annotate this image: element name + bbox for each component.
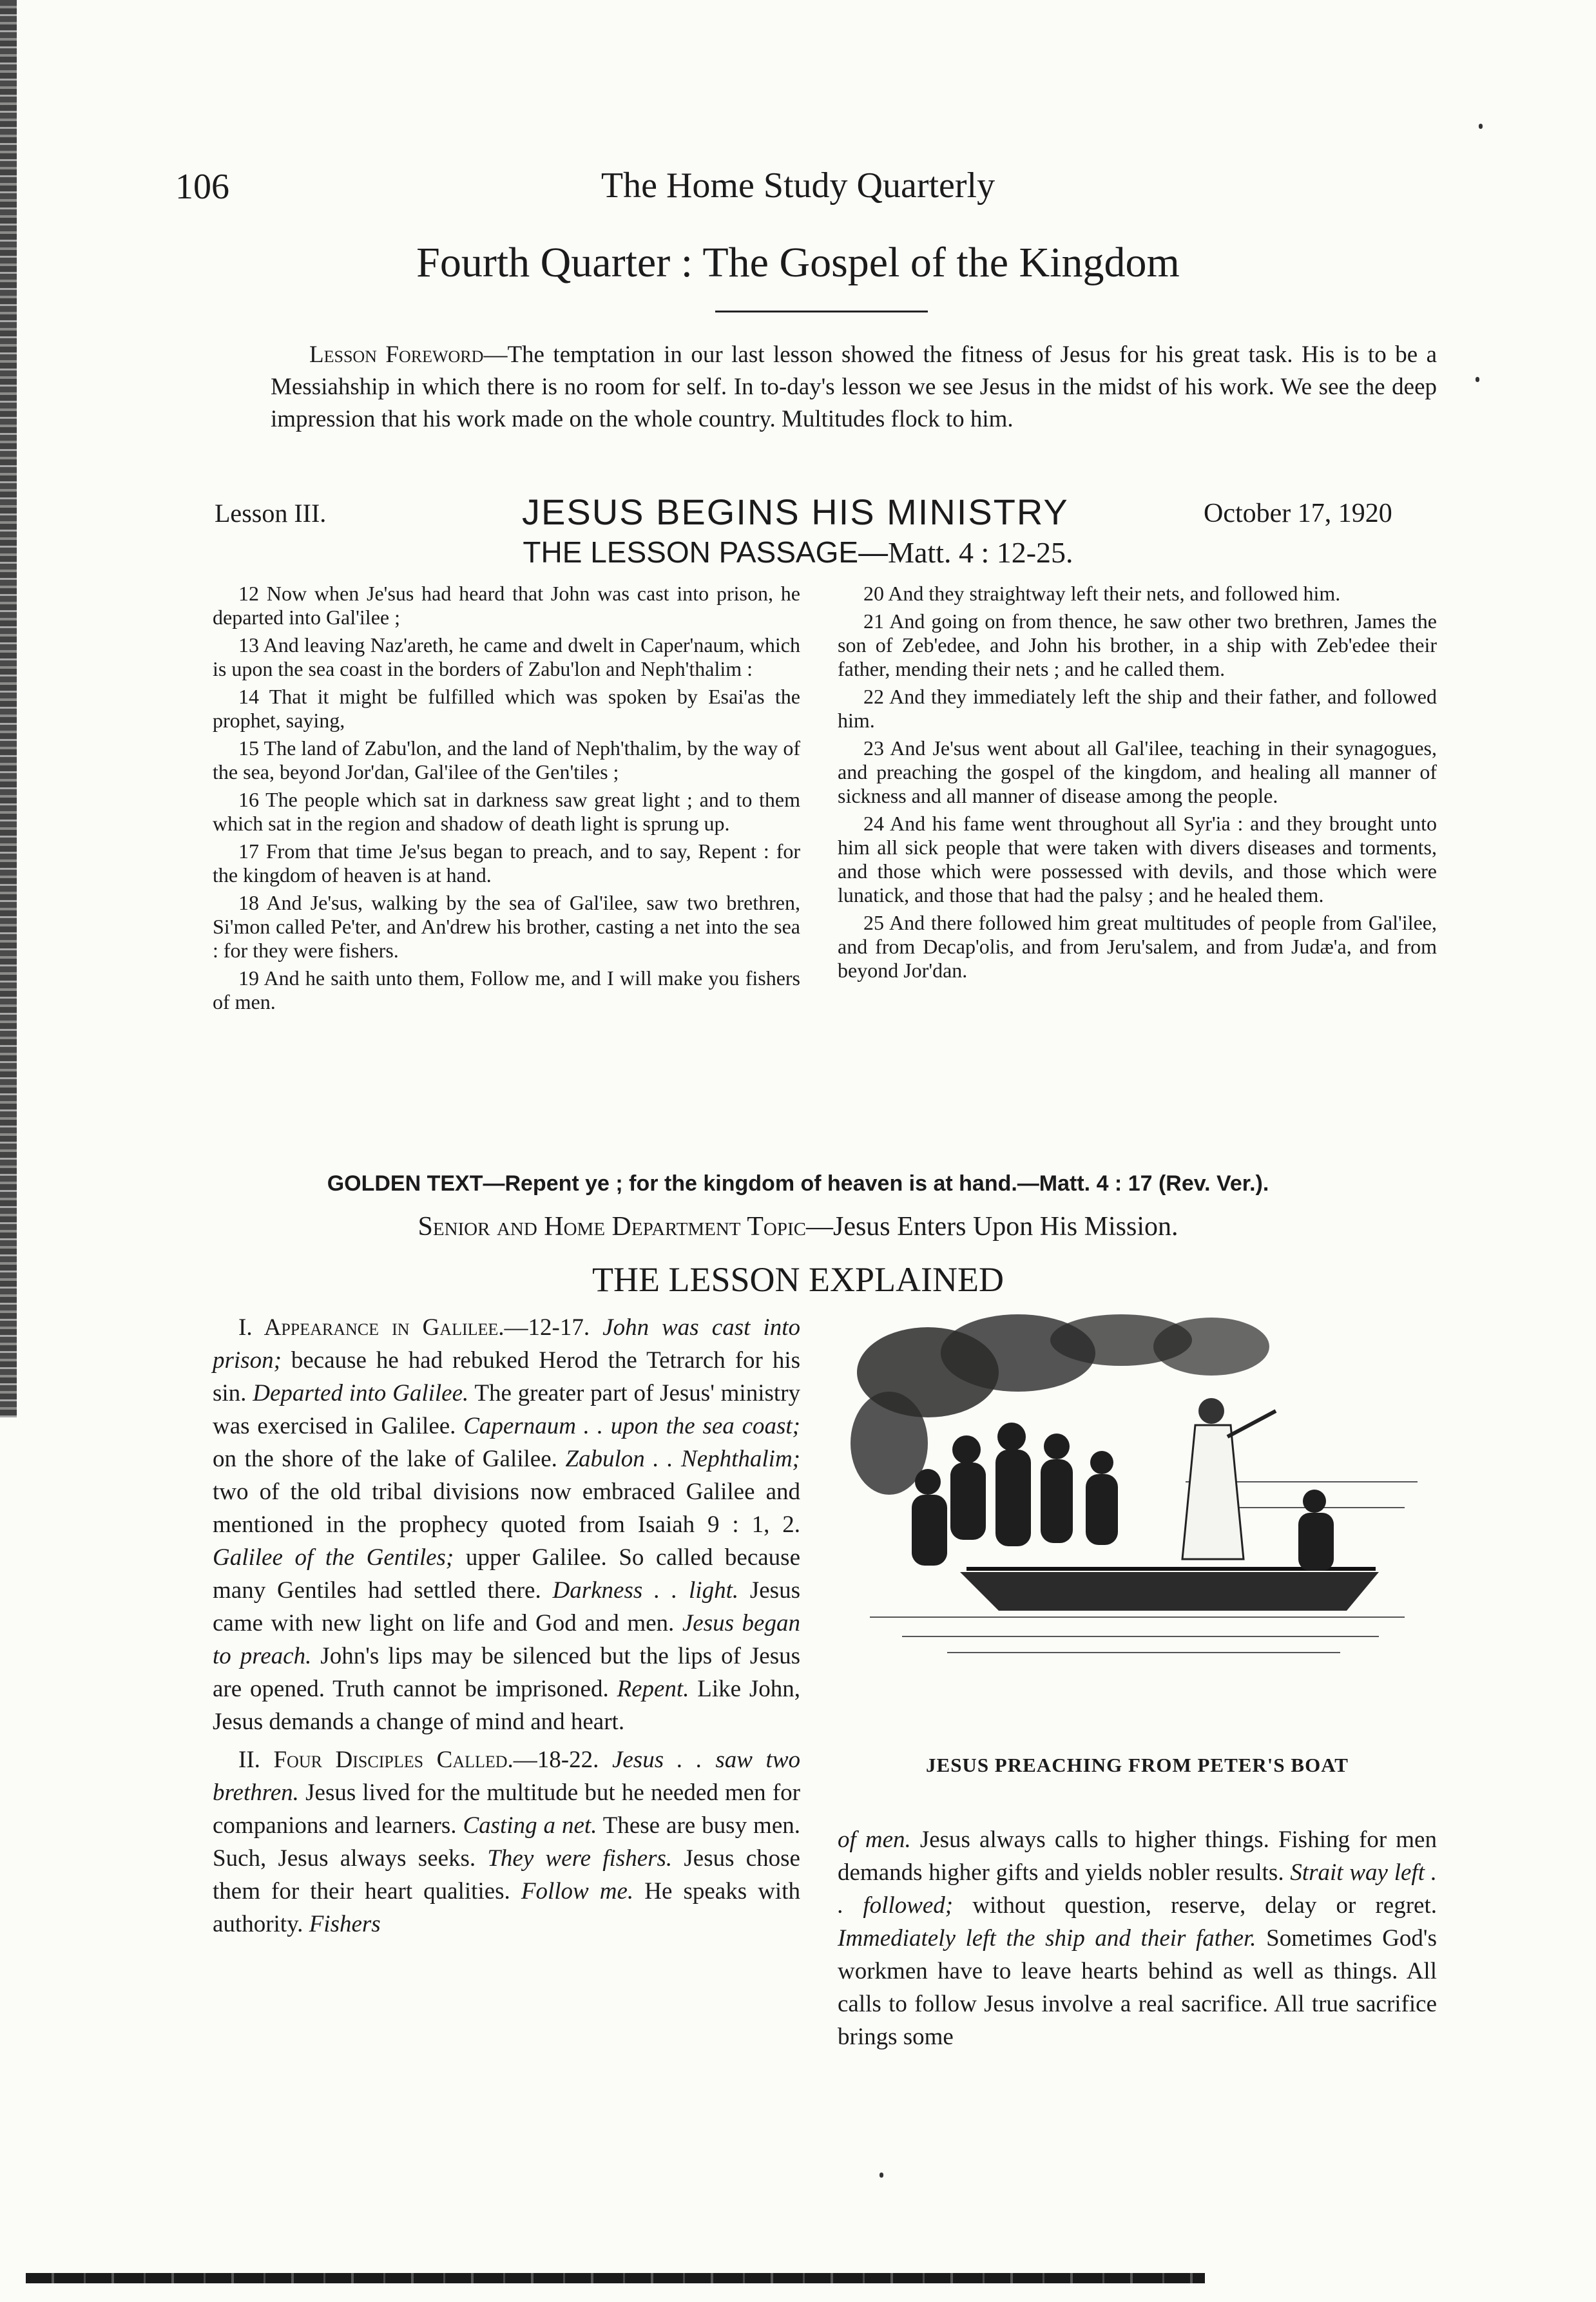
topic-text: —Jesus Enters Upon His Mission.: [805, 1212, 1178, 1242]
passage-left-column: [213, 582, 800, 1018]
verse: 14 That it might be fulfilled which was spoken by Esai'as the prophet, saying,: [213, 685, 800, 732]
section-appearance-in-galilee: [213, 1311, 800, 1738]
text: Sometimes God's workmen have to leave hearts behind as well as things. All calls to follow Jesus involve a real sacrifice. All true sacrifice brings some: [838, 1925, 1437, 2050]
emphasis: Strait way left . . followed;: [838, 1859, 1437, 1919]
passage-reference: Matt. 4 : 12-25.: [888, 536, 1073, 569]
emphasis: Galilee of the Gentiles;: [213, 1544, 454, 1571]
text: John's lips may be silenced but the lips of Jesus are opened. Truth cannot be imprisoned.: [213, 1643, 801, 1702]
section-four-disciples-called: [213, 1743, 800, 1941]
scan-speck: [1479, 124, 1483, 129]
verse: 19 And he saith unto them, Follow me, and I will make you fishers of men.: [213, 966, 800, 1013]
boat: [960, 1569, 1379, 1611]
emphasis: of men.: [838, 1827, 911, 1853]
golden-text: GOLDEN TEXT—Repent ye ; for the kingdom of heaven is at hand.—Matt. 4 : 17 (Rev. Ver.).: [327, 1171, 1269, 1196]
explanation-right-column: [838, 1823, 1437, 2053]
scan-edge: [0, 0, 17, 1417]
verse: 15 The land of Zabu'lon, and the land of Neph'thalim, by the way of the sea, beyond Jor'dan, Gal'ilee of the Gen'tiles ;: [213, 736, 800, 783]
topic-label: Senior and Home Department Topic: [418, 1212, 806, 1242]
emphasis: Jesus began to preach.: [213, 1610, 800, 1669]
lesson-number: Lesson III.: [215, 499, 327, 528]
department-topic: [0, 1211, 1596, 1242]
text: Jesus came with new light on life and God and men.: [213, 1577, 800, 1636]
text: Jesus always calls to higher things. Fishing for men demands higher gifts and yields nobler results.: [838, 1827, 1437, 1886]
header-divider: [715, 311, 928, 312]
emphasis: Jesus . . saw two brethren.: [213, 1747, 800, 1806]
emphasis: John was cast into prison;: [213, 1314, 800, 1374]
quarter-title: Fourth Quarter : The Gospel of the Kingdom: [416, 239, 1180, 286]
boat-illustration: [851, 1314, 1418, 1662]
text: on the shore of the lake of Galilee.: [213, 1446, 566, 1472]
emphasis: Capernaum . . upon the sea coast;: [463, 1413, 800, 1439]
text: The greater part of Jesus' ministry was exercised in Galilee.: [213, 1380, 800, 1439]
passage-label: THE LESSON PASSAGE—: [523, 535, 889, 569]
verse: 12 Now when Je'sus had heard that John was cast into prison, he departed into Gal'ilee ;: [213, 582, 800, 629]
verse: 20 And they straightway left their nets, and followed him.: [863, 582, 1341, 605]
publication-title: The Home Study Quarterly: [601, 166, 995, 206]
text: without question, reserve, delay or regret.: [953, 1892, 1437, 1919]
emphasis: They were fishers.: [487, 1845, 673, 1872]
scan-speck: [1476, 377, 1479, 382]
crowd: [912, 1423, 1118, 1566]
verse: 25 And there followed him great multitudes of people from Gal'ilee, and from Decap'olis, and from Jeru'salem, and from Judæ'a, and from beyond Jor'dan.: [838, 911, 1437, 982]
section-title: THE LESSON EXPLAINED: [592, 1260, 1004, 1299]
jesus-figure: [1182, 1398, 1276, 1559]
verse: 24 And his fame went throughout all Syr'ia : and they brought unto him all sick people that were taken with divers diseases and torments, and those which were possessed with devils, and those which were lunatick, and those that had the palsy ; and he healed them.: [838, 812, 1437, 906]
scan-bottom-edge: [26, 2273, 1205, 2283]
lesson-foreword: [271, 339, 1437, 436]
text: two of the old tribal divisions now embraced Galilee and mentioned in the prophecy quoted from Isaiah 9 : 1, 2.: [213, 1479, 800, 1538]
lesson-date: October 17, 1920: [1204, 499, 1392, 528]
lesson-title: JESUS BEGINS HIS MINISTRY: [522, 492, 1069, 532]
verse: 18 And Je'sus, walking by the sea of Gal'ilee, saw two brethren, Si'mon called Pe'ter, and An'drew his brother, casting a net into the sea : for they were fishers.: [213, 891, 800, 962]
verse: 16 The people which sat in darkness saw great light ; and to them which sat in the region and shadow of death light is sprung up.: [213, 788, 800, 835]
emphasis: Darkness . . light.: [552, 1577, 739, 1604]
passage-title: [0, 535, 1596, 570]
foreword-label: Lesson Foreword: [309, 341, 484, 368]
verse: 21 And going on from thence, he saw other two brethren, James the son of Zeb'edee, and John his brother, in a ship with Zeb'edee their father, mending their nets ; and he called them.: [838, 609, 1437, 680]
page-number: 106: [175, 167, 229, 207]
emphasis: Casting a net.: [463, 1812, 597, 1839]
text: because he had rebuked Herod the Tetrarch for his sin.: [213, 1347, 800, 1406]
verse: 13 And leaving Naz'areth, he came and dwelt in Caper'naum, which is upon the sea coast in the borders of Zabu'lon and Neph'thalim :: [213, 633, 800, 680]
text: Jesus lived for the multitude but he needed men for companions and learners.: [213, 1779, 800, 1839]
text: He speaks with authority.: [213, 1878, 800, 1937]
text: Like John, Jesus demands a change of mind and heart.: [213, 1676, 800, 1735]
scan-speck: [880, 2173, 883, 2178]
verse: 23 And Je'sus went about all Gal'ilee, teaching in their synagogues, and preaching the gospel of the kingdom, and healing all manner of sickness and all manner of disease among the people.: [838, 736, 1437, 807]
fisherman: [1298, 1490, 1334, 1571]
section-heading: I. Appearance in Galilee.—12-17.: [238, 1314, 590, 1341]
explanation-left-column: [213, 1311, 800, 1941]
emphasis: Repent.: [617, 1676, 689, 1702]
section-continuation: [838, 1823, 1437, 2053]
text: upper Galilee. So called because many Gentiles had settled there.: [213, 1544, 800, 1604]
verse: 17 From that time Je'sus began to preach, and to say, Repent : for the kingdom of heaven is at hand.: [213, 839, 800, 887]
emphasis: Follow me.: [521, 1878, 634, 1904]
emphasis: Immediately left the ship and their father.: [838, 1925, 1256, 1952]
illustration-caption: JESUS PREACHING FROM PETER'S BOAT: [926, 1754, 1349, 1776]
text: These are busy men. Such, Jesus always seeks.: [213, 1812, 800, 1872]
verse: 22 And they immediately left the ship and their father, and followed him.: [838, 685, 1437, 732]
emphasis: Fishers: [309, 1911, 381, 1937]
passage-right-column: [838, 582, 1437, 986]
section-heading: II. Four Disciples Called.—18-22.: [238, 1747, 599, 1773]
foreword-text: —The temptation in our last lesson showed the fitness of Jesus for his great task. His is to be a Messiahship in which there is no room for self. In to-day's lesson we see Jesus in the midst of his work. We see the deep impression that his work made on the whole country. Multitudes flock to him.: [271, 341, 1437, 432]
emphasis: Departed into Galilee.: [253, 1380, 469, 1406]
emphasis: Zabulon . . Nephthalim;: [565, 1446, 801, 1472]
text: Jesus chose them for their heart qualities.: [213, 1845, 800, 1904]
